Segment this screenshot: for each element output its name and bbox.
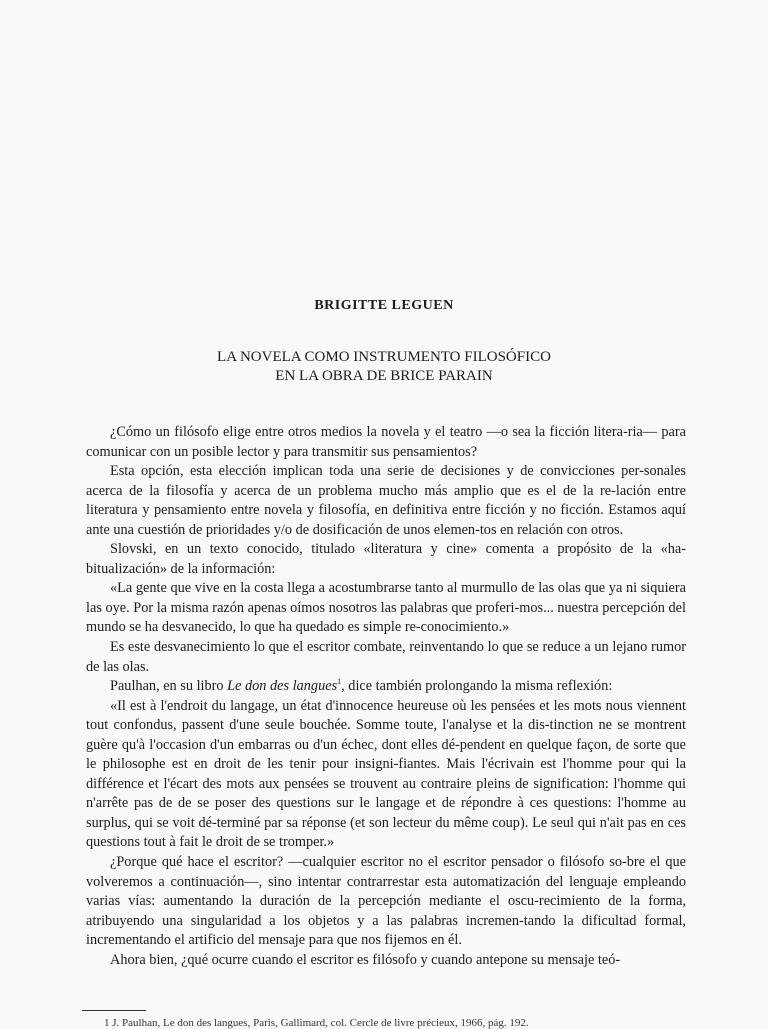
footnote-ref: 1 [337,677,342,687]
book-title: Le don des langues [227,678,338,695]
author-name: BRIGITTE LEGUEN [314,298,454,313]
quote-paulhan: «Il est à l'endroit du langage, un état d'innocence heureuse où les pensées et les mots nous viennent tout confondus, passent d'une seule bouchée. Somme toute, l'analyse et la dis-tinction ne se montrent guère qu'à l'occasion d'un embarras ou d'un échec, dont elles dé-pendent en quelque façon, de sorte que le philosophe est en droit de les tenir pour insigni-fiantes. Mais l'écrivain est l'homme pour qui la différence et l'écart des mots aux pensées se trouvent au contraire pleins de signification: l'homme qui n'arrête pas de de se poser des questions sur le langage et de répondre à ces questions: l'homme au surplus, qui se voit dé-terminé par sa réponse (et son lecteur du même coup). Le seul qui n'ait pas en ces questions tout à fait le droit de se tromper.» [86,697,686,851]
paragraph-3: Slovski, en un texto conocido, titulado «literatura y cine» comenta a propósito de la «ha-bitualización» de la información: [86,541,686,577]
article-title [0,348,768,386]
paragraph-6: Ahora bien, ¿qué ocurre cuando el escritor es filósofo y cuando antepone su mensaje teó- [110,951,621,968]
article-title-line-2: EN LA OBRA DE BRICE PARAIN [275,368,493,384]
paulhan-rest: , dice también prolongando la misma reflexión: [341,678,613,695]
paragraph-5: ¿Porque qué hace el escritor? —cualquier escritor no el escritor pensador o filósofo so-bre el que volveremos a continuación—, sino intentar contrarrestar esta automatización del lenguaje empleando varias vías: aumentando la duración de la percepción mediante el oscu-recimiento de la forma, atribuyendo una singularidad a los objetos y a las palabras incremen-tando la dificultad formal, incrementando el artificio del mensaje para que nos fijemos en él. [86,854,686,949]
paulhan-intro: Paulhan, en su libro [110,678,228,695]
article-title-line-1: LA NOVELA COMO INSTRUMENTO FILOSÓFICO [217,349,551,365]
footnote: 1 J. Paulhan, Le don des langues, Paris, Gallimard, col. Cercle de livre précieux, 1966, pág. 192. [104,1017,529,1029]
paragraph-2: Esta opción, esta elección implican toda una serie de decisiones y de convicciones per-sonales acerca de la filosofía y acerca de un problema mucho más amplio que es el de la re-lación entre literatura y pensamiento entre novela y filosofía, en definitiva entre ficción y no ficción. Estamos aquí ante una cuestión de prioridades y/o de dosificación de unos elemen-tos en relación con otros. [86,463,686,538]
paragraph-paulhan [86,677,686,697]
paragraph-1: ¿Cómo un filósofo elige entre otros medios la novela y el teatro —o sea la ficción litera-ria— para comunicar con un posible lector y para transmitir sus pensamientos? [86,424,686,460]
quote-slovski: «La gente que vive en la costa llega a acostumbrarse tanto al murmullo de las olas que ya ni siquiera las oye. Por la misma razón apenas oímos nosotros las palabras que proferi-mos... nuestra percepción del mundo se ha desvanecido, lo que ha quedado es simple re-conocimiento.» [86,580,686,636]
article-body [86,423,686,970]
paragraph-4: Es este desvanecimiento lo que el escritor combate, reinventando lo que se reduce a un lejano rumor de las olas. [86,639,686,675]
footnote-divider [82,1010,146,1011]
